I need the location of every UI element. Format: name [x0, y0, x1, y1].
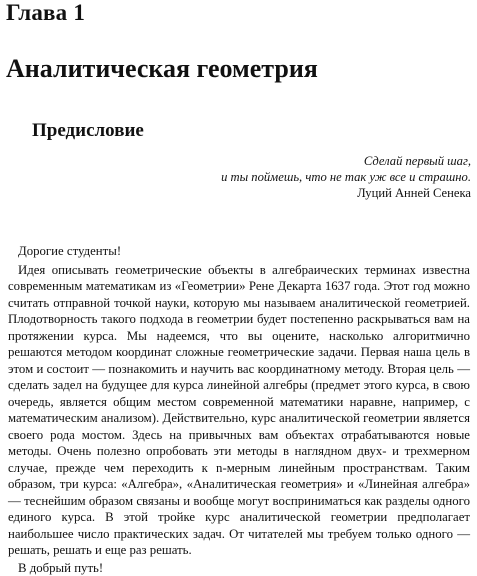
preface-body [8, 243, 470, 576]
epigraph [111, 153, 471, 201]
epigraph-author: Луций Анней Сенека [111, 185, 471, 201]
salutation: Дорогие студенты! [18, 243, 470, 260]
epigraph-line-1: Сделай первый шаг, [111, 153, 471, 169]
chapter-title: Аналитическая геометрия [6, 54, 318, 84]
closing-line: В добрый путь! [8, 559, 470, 576]
chapter-label: Глава 1 [6, 0, 85, 26]
epigraph-line-2: и ты поймешь, что не так уж все и страшно. [111, 169, 471, 185]
preface-paragraph: Идея описывать геометрические объекты в алгебраических терминах известна современным математикам из «Геометрии» Рене Декарта 1637 года. Этот год можно считать отправной точкой науки, которую мы называем аналитической геометрией. Плодотворность такого подхода в геометрии будет постепенно раскрываться вам на протяжении курса. Мы надеемся, что вы оцените, насколько алгоритмично решаются методом координат сложные геометрические задачи. Первая наша цель в этом и состоит — познакомить и научить вас координатному методу. Вторая цель — сделать задел на будущее для курса линейной алгебры (предмет этого курса, в свою очередь, является общим местом современной математики наравне, например, с математическим анализом). Действительно, курс аналитической геометрии является своего рода мостом. Здесь на привычных вам объектах отрабатываются новые методы. Очень полезно опробовать эти методы в наглядном двух- и трехмерном случае, прежде чем переходить к n-мерным линейным пространствам. Таким образом, три курса: «Алгебра», «Аналитическая геометрия» и «Линейная алгебра» — теснейшим образом связаны и вообще могут восприниматься как разделы одного единого курса. В этой тройке курс аналитической геометрии предполагает наибольшее число практических задач. От читателей мы требуем только одного — решать, решать и еще раз решать. [8, 262, 470, 559]
section-title: Предисловие [32, 120, 144, 142]
